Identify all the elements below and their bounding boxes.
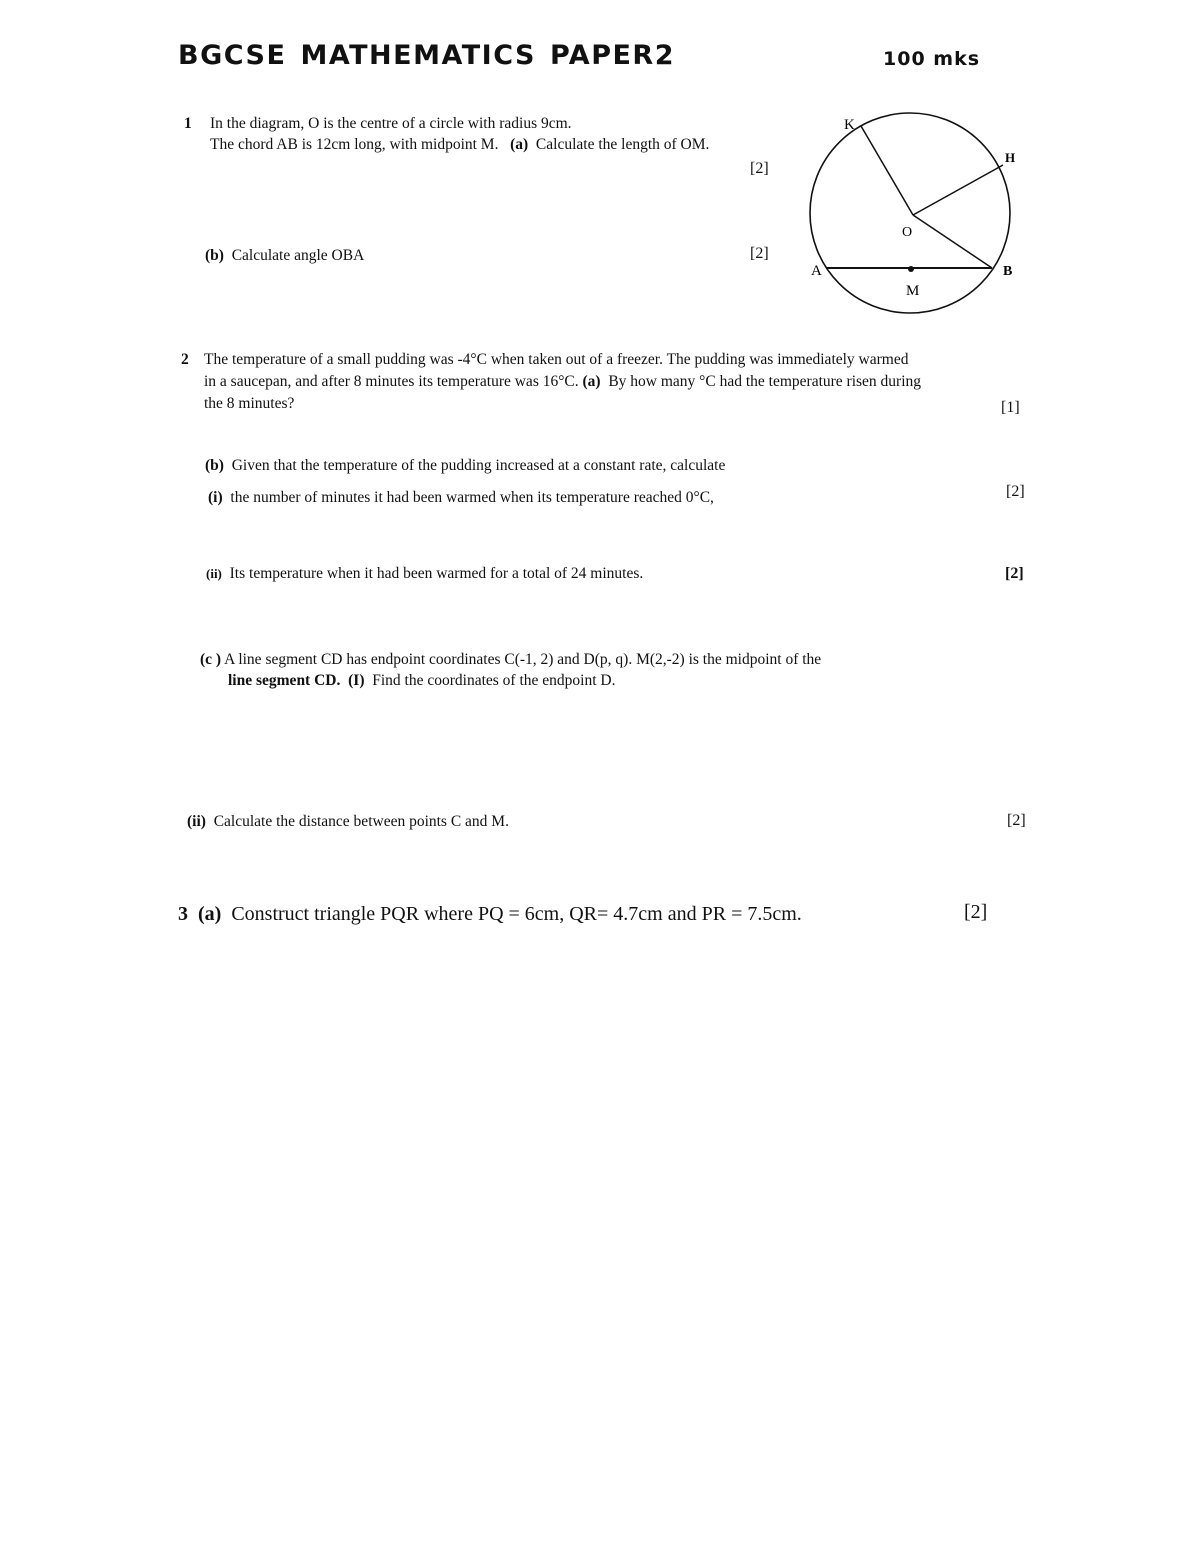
q2-part-b-label: (b) [205,457,224,474]
label-k: K [844,117,855,133]
q2-part-c-line2-text: line segment CD. [228,672,341,689]
q2-number: 2 [181,351,189,368]
q2-part-b-ii-text: Its temperature when it had been warmed for a total of 24 minutes. [229,565,644,582]
q2-part-a-text: By how many °C had the temperature risen during [608,373,922,390]
q2-line1: The temperature of a small pudding was -4°C when taken out of a freezer. The pudding was immediately warmed [204,351,909,368]
label-o: O [902,225,913,240]
midpoint-m-dot [908,266,914,272]
q2-part-b-i-marks: [2] [1006,483,1025,500]
q1-line1: In the diagram, O is the centre of a circle with radius 9cm. [210,115,572,132]
q2-part-b-i-text: the number of minutes it had been warmed when its temperature reached 0°C, [230,489,714,506]
q2-part-c-i-label: (I) [348,672,365,689]
q2-part-b [205,457,725,475]
q2-line2-text: in a saucepan, and after 8 minutes its temperature was 16°C. [204,373,579,390]
q2-part-c-ii [187,813,509,831]
title-part-1: BGCSE [178,40,287,71]
q2-part-b-ii-label: (ii) [206,566,222,581]
circle-diagram [800,105,1030,320]
label-b: B [1003,264,1013,279]
q2-part-c-line2 [228,672,615,690]
q2-part-b-ii [206,565,643,583]
q2-line3: the 8 minutes? [204,395,295,412]
q2-part-a-label: (a) [582,373,601,390]
q1-part-b-text: Calculate angle OBA [231,247,365,264]
radius-ok [861,126,913,215]
q2-part-c-i-text: Find the coordinates of the endpoint D. [372,672,616,689]
title-part-3: PAPER2 [549,40,675,71]
q1-part-a-text: Calculate the length of OM. [535,136,710,153]
q2-part-b-i-label: (i) [208,489,223,506]
q2-part-a-marks: [1] [1001,399,1020,416]
q3-part-a [178,903,802,926]
q3-part-a-label: (a) [198,903,222,925]
q1-part-b [205,247,364,265]
q1-line2 [210,136,709,154]
q2-part-c-ii-label: (ii) [187,813,206,830]
q2-part-c-ii-marks: [2] [1007,812,1026,829]
q2-part-c-ii-text: Calculate the distance between points C and M. [213,813,509,830]
title-part-2: MATHEMATICS [300,40,536,71]
q1-number: 1 [184,115,192,132]
total-marks: 100 mks [883,48,981,70]
q1-part-a-marks: [2] [750,160,769,177]
q1-line2-text: The chord AB is 12cm long, with midpoint M. [210,136,499,153]
q2-part-c-text: A line segment CD has endpoint coordinates C(-1, 2) and D(p, q). M(2,-2) is the midpoint of the [224,651,822,668]
q2-part-c-label: (c ) [200,651,222,668]
paper-title [178,40,675,71]
q1-part-b-label: (b) [205,247,224,264]
q1-part-a-label: (a) [510,136,529,153]
q2-part-b-ii-marks: [2] [1005,565,1024,582]
q2-part-b-text: Given that the temperature of the pudding increased at a constant rate, calculate [231,457,726,474]
label-m: M [906,283,920,299]
q2-part-c [200,651,821,669]
q3-number: 3 [178,903,188,925]
label-h: H [1005,150,1016,165]
q1-part-b-marks: [2] [750,245,769,262]
label-a: A [811,263,822,279]
q3-part-a-marks: [2] [964,901,988,923]
radius-ob [913,215,992,268]
radius-oh [913,165,1003,215]
q2-line2 [204,373,921,391]
q2-part-b-i [208,489,714,507]
q3-part-a-text: Construct triangle PQR where PQ = 6cm, QR= 4.7cm and PR = 7.5cm. [231,903,802,925]
